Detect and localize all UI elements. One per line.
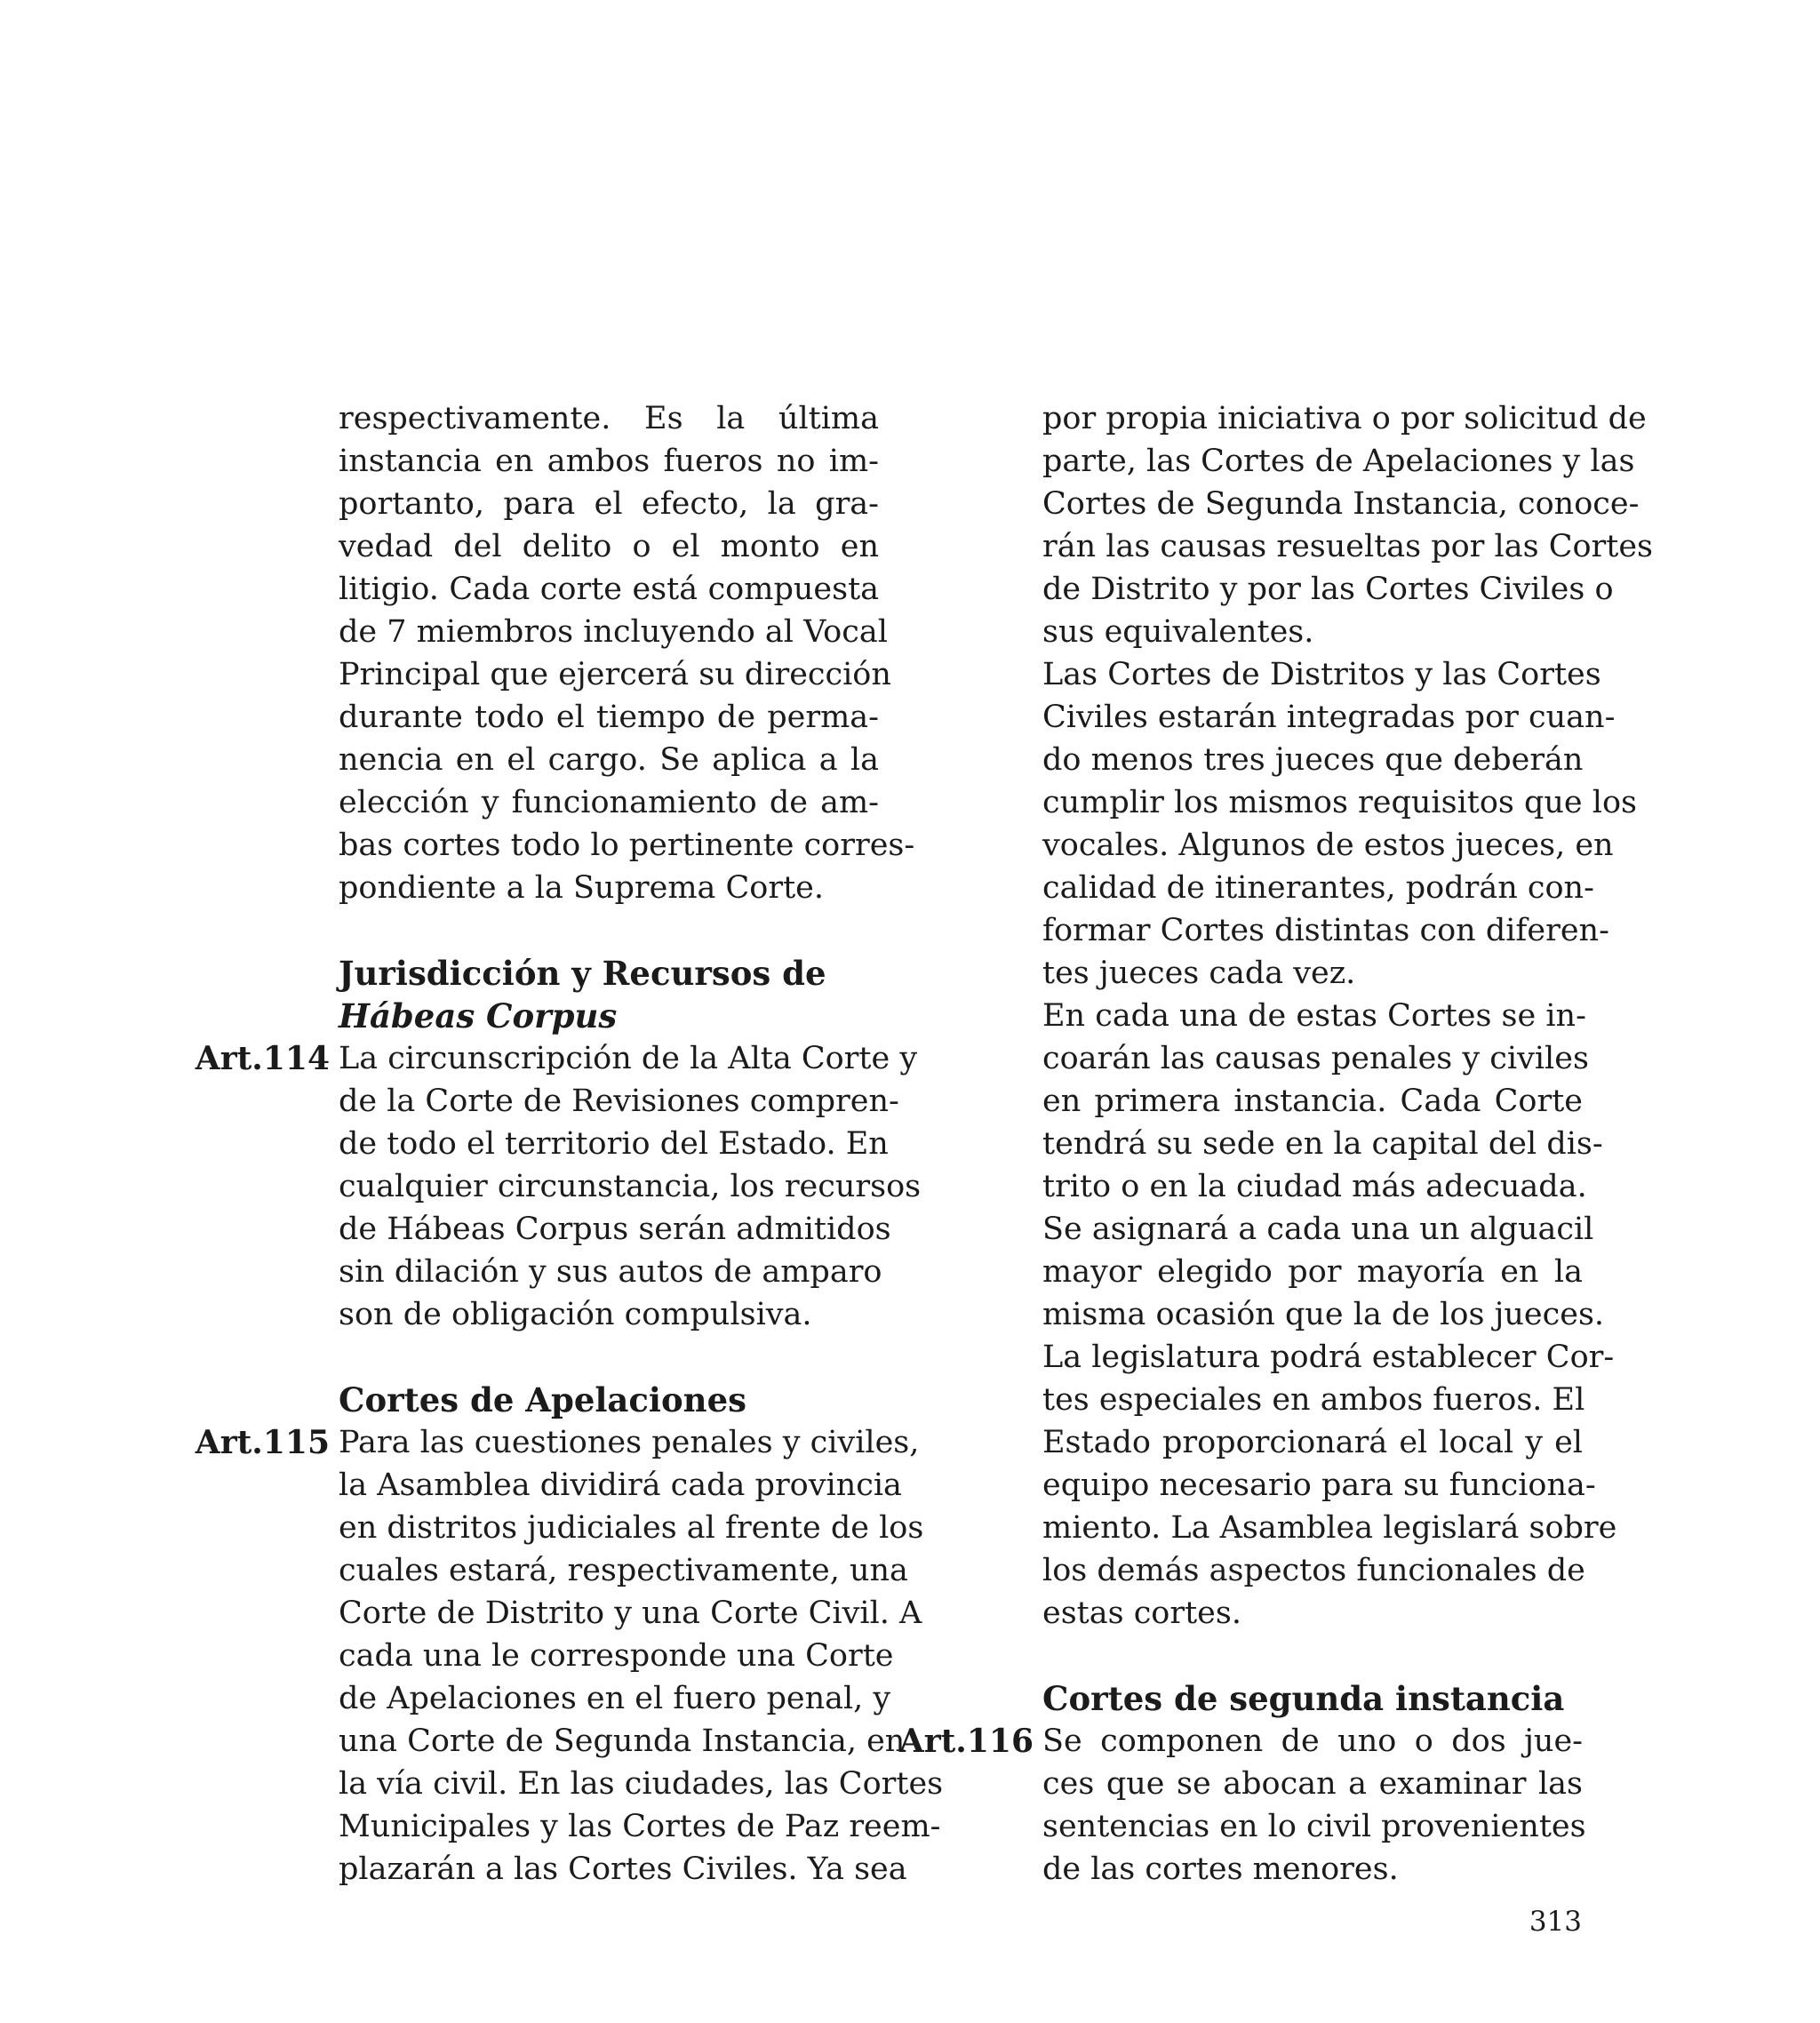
article-116 [898, 1720, 1583, 1763]
article-114 [195, 1037, 918, 1080]
text-line: sin dilación y sus autos de amparo [339, 1254, 882, 1290]
paragraph-gap [339, 909, 879, 952]
text-line: Para las cuestiones penales y civiles, [339, 1425, 920, 1460]
text-line: En cada una de estas Cortes se in- [1042, 998, 1586, 1034]
text-line: estas cortes. [1042, 1595, 1241, 1631]
text-line: ces que se abocan a examinar las [1042, 1766, 1583, 1802]
text-line: respectivamente. Es la última [339, 401, 879, 436]
text-line: tes especiales en ambos fueros. El [1042, 1382, 1585, 1418]
text-line: sus equivalentes. [1042, 614, 1314, 650]
text-line: nencia en el cargo. Se aplica a la [339, 742, 879, 778]
text-line: miento. La Asamblea legislará sobre [1042, 1510, 1617, 1546]
text-line: do menos tres jueces que deberán [1042, 742, 1584, 778]
text-line: vedad del delito o el monto en [339, 529, 879, 564]
text-line: Civiles estarán integradas por cuan- [1042, 700, 1616, 735]
text-line: de Hábeas Corpus serán admitidos [339, 1211, 891, 1247]
text-line: parte, las Cortes de Apelaciones y las [1042, 444, 1635, 479]
text-line: por propia iniciativa o por solicitud de [1042, 401, 1647, 436]
text-line: durante todo el tiempo de perma- [339, 700, 879, 735]
text-line: litigio. Cada corte está compuesta [339, 572, 879, 607]
text-line: La circunscripción de la Alta Corte y [339, 1041, 918, 1076]
text-line: cada una le corresponde una Corte [339, 1638, 894, 1674]
text-line: de Apelaciones en el fuero penal, y [339, 1681, 891, 1716]
left-column [195, 397, 944, 1891]
text-line: sentencias en lo civil provenientes [1042, 1809, 1586, 1844]
text-line: Estado proporcionará el local y el [1042, 1425, 1583, 1460]
article-115 [195, 1421, 920, 1464]
section-heading-jurisdiccion: Jurisdicción y Recursos de [339, 954, 826, 993]
right-column [898, 397, 1654, 1891]
text-line: Se componen de uno o dos jue- [1042, 1723, 1583, 1759]
text-line: La legislatura podrá establecer Cor- [1042, 1339, 1615, 1375]
text-line: la Asamblea dividirá cada provincia [339, 1467, 902, 1503]
text-line: portanto, para el efecto, la gra- [339, 486, 879, 522]
text-line: vocales. Algunos de estos jueces, en [1042, 828, 1614, 863]
article-label: Art.115 [195, 1424, 330, 1461]
text-line: Municipales y las Cortes de Paz reem- [339, 1809, 941, 1844]
text-line: elección y funcionamiento de am- [339, 785, 879, 820]
page-number: 313 [1529, 1906, 1582, 1938]
text-line: tendrá su sede en la capital del dis- [1042, 1126, 1603, 1162]
text-line: Las Cortes de Distritos y las Cortes [1042, 657, 1601, 692]
text-line: de Distrito y por las Cortes Civiles o [1042, 572, 1614, 607]
article-label: Art.114 [195, 1040, 330, 1077]
text-line: una Corte de Segunda Instancia, en [339, 1723, 906, 1759]
text-line: misma ocasión que la de los jueces. [1042, 1297, 1605, 1332]
text-line: rán las causas resueltas por las Cortes [1042, 529, 1654, 564]
text-line: en distritos judiciales al frente de los [339, 1510, 924, 1546]
paragraph-gap [339, 1336, 879, 1379]
text-line: la vía civil. En las ciudades, las Cortes [339, 1766, 944, 1802]
section-heading-apelaciones: Cortes de Apelaciones [339, 1380, 746, 1419]
text-line: de las cortes menores. [1042, 1851, 1399, 1887]
text-line: de 7 miembros incluyendo al Vocal [339, 614, 888, 650]
section-heading-segunda-instancia: Cortes de segunda instancia [1042, 1679, 1565, 1718]
text-line: bas cortes todo lo pertinente corres- [339, 828, 915, 863]
text-line: formar Cortes distintas con diferen- [1042, 913, 1609, 948]
text-line: los demás aspectos funcionales de [1042, 1553, 1585, 1588]
text-line: Principal que ejercerá su dirección [339, 657, 891, 692]
text-line: tes jueces cada vez. [1042, 956, 1356, 991]
text-line: calidad de itinerantes, podrán con- [1042, 870, 1594, 906]
paragraph-gap [1042, 1635, 1583, 1677]
text-line: Corte de Distrito y una Corte Civil. A [339, 1595, 922, 1631]
text-line: de todo el territorio del Estado. En [339, 1126, 889, 1162]
text-line: Cortes de Segunda Instancia, conoce- [1042, 486, 1640, 522]
text-line: coarán las causas penales y civiles [1042, 1041, 1589, 1076]
text-line: instancia en ambos fueros no im- [339, 444, 879, 479]
text-line: Se asignará a cada una un alguacil [1042, 1211, 1594, 1247]
section-heading-habeas-corpus: Hábeas Corpus [339, 996, 618, 1035]
text-line: trito o en la ciudad más adecuada. [1042, 1169, 1587, 1204]
text-line: son de obligación compulsiva. [339, 1297, 812, 1332]
text-line: de la Corte de Revisiones compren- [339, 1083, 899, 1119]
text-line: cumplir los mismos requisitos que los [1042, 785, 1637, 820]
text-line: equipo necesario para su funciona- [1042, 1467, 1596, 1503]
text-line: en primera instancia. Cada Corte [1042, 1083, 1583, 1119]
text-line: mayor elegido por mayoría en la [1042, 1254, 1583, 1290]
text-line: pondiente a la Suprema Corte. [339, 870, 824, 906]
text-line: cualquier circunstancia, los recursos [339, 1169, 922, 1204]
text-line: cuales estará, respectivamente, una [339, 1553, 908, 1588]
text-line: plazarán a las Cortes Civiles. Ya sea [339, 1851, 907, 1887]
article-label: Art.116 [898, 1723, 1034, 1760]
